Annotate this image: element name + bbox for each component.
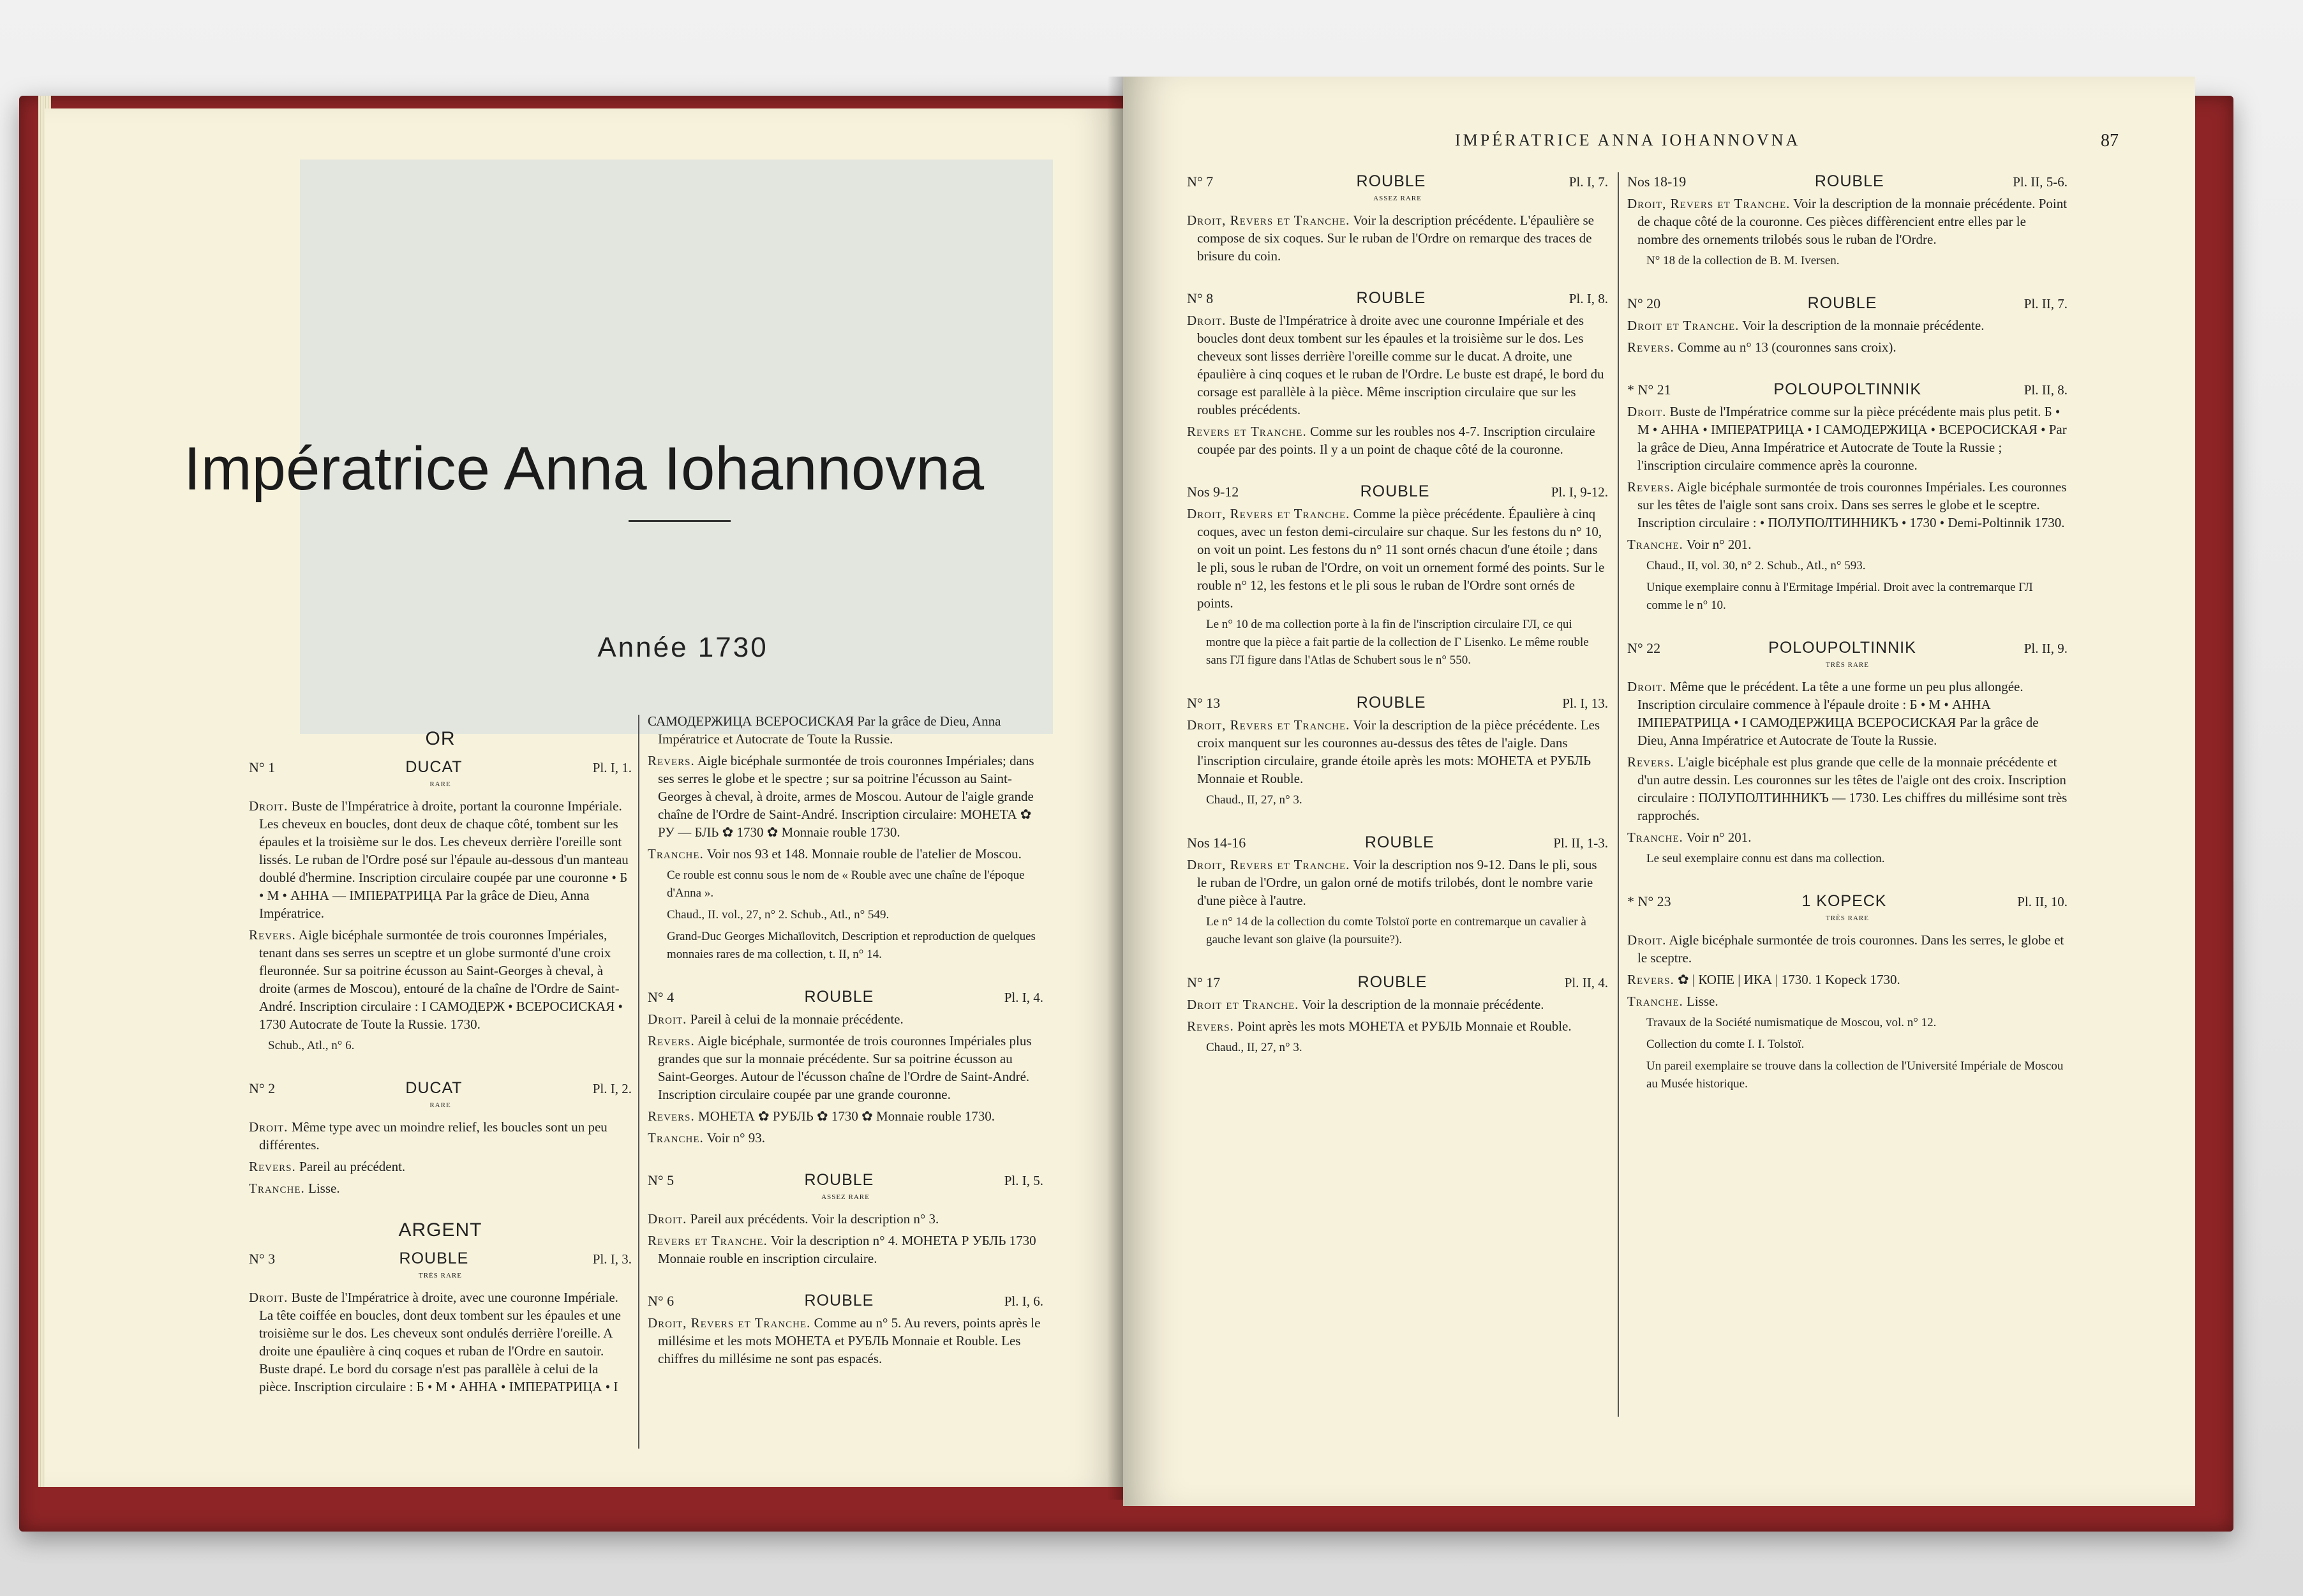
page-title: Impératrice Anna Iohannovna [183, 435, 985, 503]
catalog-entry [1627, 892, 2068, 1093]
citation-note: Chaud., II, 27, n° 3. [1206, 1041, 1302, 1054]
entry-paragraph [1627, 403, 2068, 474]
entry-paragraph [1627, 338, 2068, 356]
denomination: ROUBLE [1356, 694, 1426, 712]
left-page [45, 108, 1123, 1487]
paragraph-label: Tranche. [1627, 830, 1683, 845]
citation-note: Schub., Atl., n° 6. [268, 1039, 355, 1052]
paragraph-label: Droit. [1187, 313, 1226, 328]
entry-header [1187, 172, 1608, 191]
entry-paragraph [249, 1288, 632, 1396]
paragraph-label: Revers. [1627, 339, 1674, 355]
paragraph-text: L'aigle bicéphale est plus grande que celle de la monnaie précédente et d'un autre dessin. Les couronnes sur les têtes de l'aigle ont des croix. Inscription circulaire : ПОЛУПОЛТИННИКЪ — 1730. Les chiffres du millésime sont très rapprochés. [1637, 754, 2068, 823]
denomination: DUCAT [405, 758, 463, 776]
catalog-entry [249, 1249, 632, 1396]
denomination: ROUBLE [804, 1292, 874, 1309]
catalog-entry [648, 1292, 1043, 1368]
entry-header [1627, 639, 2068, 657]
entry-paragraph [648, 752, 1043, 841]
entry-header [1627, 892, 2068, 911]
denomination: 1 KOPECK [1801, 892, 1887, 910]
paragraph-text: Pareil à celui de la monnaie précédente. [690, 1011, 904, 1027]
entry-paragraph [1627, 478, 2068, 532]
entry-header [1627, 294, 2068, 313]
plate-reference: Pl. I, 4. [1004, 990, 1043, 1005]
entry-paragraph [648, 1232, 1043, 1267]
denomination: POLOUPOLTINNIK [1773, 380, 1922, 398]
entry-number: * N° 23 [1627, 893, 1671, 909]
catalog-entry [1627, 294, 2068, 356]
paragraph-text: Aigle bicéphale surmontée de trois couronnes. Dans les serres, le globe et le sceptre. [1637, 932, 2064, 966]
page-number: 87 [2101, 131, 2119, 151]
paragraph-text: Voir la description n° 4. МОНЕТА Р УБЛЬ 1730 Monnaie rouble en inscription circulaire. [658, 1233, 1036, 1266]
left-column-1 [249, 721, 632, 1420]
plate-reference: Pl. II, 10. [2017, 894, 2068, 909]
paragraph-label: Revers. [648, 1033, 695, 1048]
citation-note: Collection du comte I. I. Tolstoï. [1646, 1038, 1805, 1051]
entry-paragraph [1627, 992, 2068, 1010]
entry-paragraph [648, 1314, 1043, 1368]
entry-header [1187, 833, 1608, 852]
catalog-entry [1187, 482, 1608, 669]
title-rule [629, 520, 731, 522]
paragraph-label: Revers. [249, 927, 296, 943]
paragraph-label: Revers. [648, 753, 695, 768]
paragraph-label: Revers. [1187, 1018, 1234, 1034]
entry-paragraph [648, 712, 1043, 748]
denomination: ROUBLE [1807, 294, 1877, 312]
paragraph-text: Même que le précédent. La tête a une forme un peu plus allongée. Inscription circulaire commence à l'épaule droite : Б • М • АННА ІМПЕРАТРИЦА • І САМОДЕРЖИЦА ВСЕРОСИСКАЯ Par la grâce de Dieu, Anna Impératrice et Autocrate de Toute la Russie. [1637, 679, 2039, 748]
entry-number: N° 17 [1187, 974, 1221, 990]
entry-header [1627, 172, 2068, 191]
plate-reference: Pl. I, 9-12. [1551, 484, 1608, 500]
entry-paragraph [1187, 422, 1608, 458]
paragraph-label: Droit, Revers et Tranche. [1187, 506, 1350, 521]
entry-paragraph [249, 926, 632, 1033]
paragraph-text: Comme sur les roubles nos 4-7. Inscription circulaire coupée par des points. Il y a un point de chaque côté de la couronne. [1197, 424, 1595, 457]
paragraph-text: Aigle bicéphale surmontée de trois couronnes Impériales, tenant dans ses serres un sceptre et un globe surmonté d'une croix fleuronnée. Sur sa poitrine écusson au Saint-Georges à cheval, à droite (armes de Moscou), entouré de la chaîne de l'Ordre de Saint-André. Inscription circulaire : І САМОДЕРЖ • ВСЕРОСИСКАЯ • 1730 Autocrate de Toute la Russie. 1730. [259, 927, 623, 1032]
paragraph-text: САМОДЕРЖИЦА ВСЕРОСИСКАЯ Par la grâce de Dieu, Anna Impératrice et Autocrate de Toute la Russie. [648, 713, 1001, 747]
citation-note: Chaud., II, 27, n° 3. [1206, 793, 1302, 807]
entry-paragraph [1627, 535, 2068, 553]
plate-reference: Pl. I, 8. [1569, 291, 1608, 306]
paragraph-label: Droit et Tranche. [1187, 997, 1299, 1012]
paragraph-label: Revers et Tranche. [648, 1233, 768, 1248]
catalog-entry [1187, 833, 1608, 949]
rarity-note: TRÈS RARE [1826, 661, 1869, 669]
catalog-entry [249, 1079, 632, 1197]
citation-note: Ce rouble est connu sous le nom de « Rouble avec une chaîne de l'époque d'Anna ». [667, 869, 1025, 900]
paragraph-text: Buste de l'Impératrice à droite avec une couronne Impériale et des boucles dont deux tombent sur les épaules et la troisième sur le dos. Les cheveux sont lisses derrière l'oreille comme sur le ducat. A droite, une épaulière à cinq coques et le ruban de l'Ordre. Le buste est drapé, le bord du corsage est parallèle à la pièce. Même inscription circulaire que sur les roubles précédents. [1197, 313, 1604, 417]
paragraph-text: Comme au n° 5. Au revers, points après le millésime et les mots МОНЕТА et РУБЛЬ Monnaie et Rouble. Les chiffres du millésime ne sont pas espacés. [658, 1315, 1041, 1366]
entry-paragraph [1627, 753, 2068, 824]
entry-paragraph [1187, 311, 1608, 419]
entry-paragraph [1627, 195, 2068, 248]
rarity-note: ASSEZ RARE [1373, 195, 1422, 202]
denomination: ROUBLE [804, 1171, 874, 1189]
plate-reference: Pl. II, 4. [1564, 975, 1608, 990]
plate-reference: Pl. II, 9. [2024, 641, 2068, 656]
citation-note: Chaud., II, vol. 30, n° 2. Schub., Atl., n° 593. [1646, 559, 1866, 572]
paragraph-text: Voir n° 201. [1686, 830, 1752, 845]
paragraph-label: Revers. [249, 1159, 296, 1174]
paragraph-text: Pareil aux précédents. Voir la description n° 3. [690, 1211, 939, 1227]
paragraph-text: Lisse. [1687, 994, 1718, 1009]
right-column-1 [1187, 172, 1608, 1081]
paragraph-text: Voir la description de la monnaie précédente. Point de chaque côté de la couronne. Ces pièces diffèrencient entre elles par le nombre des ornements trilobés sous le ruban de l'Ordre. [1637, 196, 2068, 247]
entry-paragraph [1187, 211, 1608, 265]
paragraph-text: Lisse. [308, 1181, 340, 1196]
paragraph-text: Voir la description de la pièce précédente. Les croix manquent sur les couronnes au-dessus des têtes de l'aigle. Dans l'inscription circulaire, grande étoile après les mots: МОНЕТА et РУБЛЬ Monnaie et Rouble. [1197, 717, 1600, 786]
paragraph-text: Voir la description de la monnaie précédente. [1302, 997, 1544, 1012]
paragraph-label: Tranche. [249, 1181, 305, 1196]
denomination: ROUBLE [804, 988, 874, 1006]
entry-header [1187, 973, 1608, 992]
entry-paragraph [648, 1032, 1043, 1103]
plate-reference: Pl. I, 3. [592, 1251, 632, 1267]
paragraph-label: Droit et Tranche. [1627, 318, 1740, 333]
entry-paragraph [249, 1179, 632, 1197]
paragraph-label: Droit. [648, 1211, 687, 1227]
plate-reference: Pl. II, 7. [2024, 296, 2068, 311]
entry-number: Nos 9-12 [1187, 484, 1239, 500]
plate-reference: Pl. I, 2. [592, 1081, 632, 1096]
paragraph-text: Aigle bicéphale surmontée de trois couronnes Impériales. Les couronnes sur les têtes de l'aigle sont sans croix. Dans ses serres le globe et le sceptre. Inscription circulaire : • ПОЛУПОЛТИННИКЪ • 1730 • Demi-Poltinnik 1730. [1637, 479, 2067, 530]
entry-number: N° 2 [249, 1080, 276, 1096]
paragraph-text: ✿ | КОПЕ | ИКА | 1730. 1 Kopeck 1730. [1678, 972, 1900, 987]
entry-header [249, 1249, 632, 1268]
entry-paragraph [1627, 317, 2068, 334]
paragraph-label: Droit. [249, 1290, 288, 1305]
denomination: ROUBLE [1360, 482, 1430, 500]
catalog-entry [249, 758, 632, 1055]
entry-number: Nos 14-16 [1187, 835, 1246, 851]
paragraph-label: Revers. [648, 1108, 695, 1124]
entry-number: * N° 21 [1627, 382, 1671, 398]
paragraph-text: Même type avec un moindre relief, les boucles sont un peu différentes. [259, 1119, 607, 1152]
entry-number: N° 1 [249, 759, 276, 775]
entry-header [648, 988, 1043, 1006]
paragraph-text: Aigle bicéphale surmontée de trois couronnes Impériales; dans ses serres le globe et le spectre ; sur sa poitrine l'écusson au Saint-Georges à cheval, à droite, armes de Moscou. Autour de l'aigle grande chaîne de l'Ordre de Saint-André. Inscription circulaire: МОНЕТА ✿ РУ — БЛЬ ✿ 1730 ✿ Monnaie rouble 1730. [658, 753, 1034, 840]
citation-note: Le seul exemplaire connu est dans ma collection. [1646, 852, 1885, 865]
entry-paragraph [648, 845, 1043, 863]
paragraph-text: Comme au n° 13 (couronnes sans croix). [1678, 339, 1897, 355]
entry-paragraph [648, 1210, 1043, 1228]
paragraph-label: Droit, Revers et Tranche. [648, 1315, 811, 1331]
entry-header [648, 1292, 1043, 1310]
citation-note: N° 18 de la collection de B. M. Iversen. [1646, 254, 1840, 267]
denomination: POLOUPOLTINNIK [1768, 639, 1916, 657]
paragraph-label: Droit. [249, 1119, 288, 1135]
right-column-2 [1627, 172, 2068, 1117]
section-heading: OR [425, 728, 456, 749]
paragraph-label: Revers. [1627, 754, 1674, 770]
entry-number: N° 13 [1187, 695, 1221, 711]
plate-reference: Pl. II, 8. [2024, 382, 2068, 398]
entry-number: N° 6 [648, 1293, 675, 1309]
entry-paragraph [648, 1129, 1043, 1147]
paragraph-text: МОНЕТА ✿ РУБЛЬ ✿ 1730 ✿ Monnaie rouble 1730. [698, 1108, 995, 1124]
rarity-note: RARE [429, 1101, 451, 1109]
entry-number: Nos 18-19 [1627, 174, 1687, 190]
left-column-2 [648, 708, 1043, 1392]
paragraph-label: Droit. [1627, 404, 1667, 419]
citation-note: Grand-Duc Georges Michaïlovitch, Description et reproduction de quelques monnaies rares de ma collection, t. II, n° 14. [667, 930, 1036, 961]
entry-number: N° 4 [648, 989, 675, 1005]
year-heading: Année 1730 [597, 632, 768, 663]
entry-paragraph [1187, 505, 1608, 612]
plate-reference: Pl. II, 1-3. [1553, 835, 1608, 851]
entry-paragraph [1187, 996, 1608, 1013]
paragraph-label: Droit, Revers et Tranche. [1627, 196, 1791, 211]
denomination: ROUBLE [1356, 172, 1426, 190]
citation-note: Unique exemplaire connu à l'Ermitage Impérial. Droit avec la contremarque ГЛ comme le n° 10. [1646, 581, 2033, 612]
paragraph-label: Droit, Revers et Tranche. [1187, 717, 1350, 733]
entry-header [249, 758, 632, 777]
plate-reference: Pl. I, 1. [592, 760, 632, 775]
entry-header [249, 1079, 632, 1098]
catalog-entry [1187, 172, 1608, 265]
catalog-entry [648, 988, 1043, 1147]
entry-paragraph [1627, 828, 2068, 846]
plate-reference: Pl. I, 5. [1004, 1173, 1043, 1188]
entry-header [1187, 482, 1608, 501]
paragraph-label: Tranche. [648, 1130, 704, 1145]
denomination: ROUBLE [1364, 833, 1435, 851]
catalog-entry [1627, 639, 2068, 868]
rarity-note: TRÈS RARE [1826, 914, 1869, 922]
plate-reference: Pl. I, 13. [1562, 696, 1608, 711]
citation-note: Travaux de la Société numismatique de Moscou, vol. n° 12. [1646, 1016, 1937, 1029]
paragraph-text: Voir la description précédente. L'épaulière se compose de six coques. Sur le ruban de l'Ordre on remarque des traces de brisure du coin. [1197, 213, 1594, 264]
paragraph-text: Buste de l'Impératrice comme sur la pièce précédente mais plus petit. Б • М • АННА • ІМПЕРАТРИЦА • І САМОДЕРЖИЦА • ВСЕРОСИСКАЯ • Par la grâce de Dieu, Anna Impératrice et Autocrate de Toute la Russie ; l'inscription circulaire commence après la couronne. [1637, 404, 2067, 473]
entry-paragraph [1187, 856, 1608, 909]
rarity-note: RARE [429, 780, 451, 788]
entry-header [1187, 289, 1608, 308]
entry-header [1627, 380, 2068, 399]
entry-number: N° 7 [1187, 174, 1214, 190]
section-heading: ARGENT [398, 1219, 482, 1241]
paragraph-label: Revers et Tranche. [1187, 424, 1307, 439]
entry-paragraph [1187, 1017, 1608, 1035]
catalog-entry [1627, 380, 2068, 615]
paragraph-text: Point après les mots МОНЕТА et РУБЛЬ Monnaie et Rouble. [1237, 1018, 1572, 1034]
paragraph-text: Buste de l'Impératrice à droite, avec une couronne Impériale. La tête coiffée en boucles, dont deux tombent sur les épaules et une troisième sur le dos. Les cheveux sont ondulés derrière l'oreille. A droite une épaulière à cinq coques et ruban de l'Ordre en sautoir. Buste drapé. Le bord du corsage n'est pas parallèle à celui de la pièce. Inscription circulaire : Б • М • АННА • ІМПЕРАТРИЦА • І [259, 1290, 621, 1394]
entry-paragraph [1187, 716, 1608, 787]
plate-reference: Pl. I, 7. [1569, 174, 1608, 190]
paragraph-label: Droit, Revers et Tranche. [1187, 857, 1350, 872]
entry-paragraph [249, 1158, 632, 1175]
entry-continuation [648, 712, 1043, 964]
paragraph-text: Comme la pièce précédente. Épaulière à cinq coques, avec un feston demi-circulaire sur chaque. Sur les festons du n° 10, on voit un point. Les festons du n° 11 sont ornés chacun d'une étoile ; dans le pli, sous le ruban de l'Ordre, on voit un ornement formé des points. Sur le rouble n° 12, les festons et le pli sous le ruban de l'Ordre sont ornés de points. [1197, 506, 1605, 611]
catalog-entry [1187, 694, 1608, 809]
entry-header [648, 1171, 1043, 1190]
denomination: ROUBLE [1814, 172, 1884, 190]
plate-reference: Pl. II, 5-6. [2013, 174, 2068, 190]
paragraph-label: Revers. [1627, 972, 1674, 987]
citation-note: Chaud., II. vol., 27, n° 2. Schub., Atl., n° 549. [667, 908, 890, 921]
paragraph-label: Revers. [1627, 479, 1674, 495]
citation-note: Le n° 10 de ma collection porte à la fin de l'inscription circulaire ГЛ, ce qui montre que la pièce a fait partie de la collection de Г Lisenko. Le même rouble sans ГЛ figure dans l'Atlas de Schubert sous le n° 550. [1206, 618, 1589, 667]
rarity-note: TRÈS RARE [419, 1272, 462, 1279]
running-head: IMPÉRATRICE ANNA IOHANNOVNA [1455, 131, 1801, 149]
paragraph-label: Droit. [1627, 932, 1667, 948]
paragraph-text: Voir la description nos 9-12. Dans le pli, sous le ruban de l'Ordre, un galon orné de motifs trilobés, dont le nombre varie d'une pièce à l'autre. [1197, 857, 1597, 908]
entry-number: N° 20 [1627, 295, 1661, 311]
denomination: ROUBLE [1357, 973, 1427, 991]
paragraph-text: Voir la description de la monnaie précédente. [1742, 318, 1985, 333]
entry-number: N° 5 [648, 1172, 675, 1188]
paragraph-text: Voir nos 93 et 148. Monnaie rouble de l'atelier de Moscou. [706, 846, 1022, 861]
catalog-entry [1627, 172, 2068, 270]
plate-reference: Pl. I, 6. [1004, 1294, 1043, 1309]
entry-paragraph [249, 1118, 632, 1154]
catalog-entry [648, 1171, 1043, 1267]
paragraph-label: Droit. [1627, 679, 1667, 694]
paragraph-label: Droit, Revers et Tranche. [1187, 213, 1350, 228]
entry-paragraph [249, 797, 632, 922]
paragraph-text: Buste de l'Impératrice à droite, portant la couronne Impériale. Les cheveux en boucles, dont deux de chaque côté, tombent sur les épaules et la troisième sur le dos. Les cheveux derrière l'oreille sont lissés. Le ruban de l'Ordre posé sur l'épaule au-dessous d'un manteau doublé d'hermine. Inscription circulaire coupée par une couronne • Б • М • АННА — ІМПЕРАТРИЦА Par la grâce de Dieu, Anna Impératrice. [259, 798, 629, 921]
entry-header [1187, 694, 1608, 712]
entry-number: N° 8 [1187, 290, 1214, 306]
entry-paragraph [1627, 971, 2068, 988]
entry-paragraph [648, 1010, 1043, 1028]
paragraph-text: Aigle bicéphale, surmontée de trois couronnes Impériales plus grandes que sur la monnaie précédente. Sur sa poitrine écusson au Saint-Georges. Autour de l'écusson chaîne de l'Ordre de Saint-André. Inscription circulaire coupée par une grande couronne. [658, 1033, 1032, 1102]
denomination: DUCAT [405, 1079, 463, 1097]
catalog-entry [1187, 973, 1608, 1057]
rarity-note: ASSEZ RARE [821, 1193, 870, 1201]
entry-paragraph [648, 1107, 1043, 1125]
citation-note: Le n° 14 de la collection du comte Tolstoï porte en contremarque un cavalier à gauche levant son glaive (la poursuite?). [1206, 915, 1586, 946]
paragraph-label: Tranche. [1627, 537, 1683, 552]
entry-number: N° 3 [249, 1251, 276, 1267]
entry-paragraph [1627, 931, 2068, 967]
entry-number: N° 22 [1627, 640, 1661, 656]
denomination: ROUBLE [399, 1249, 469, 1267]
right-page [1123, 77, 2195, 1506]
entry-paragraph [1627, 678, 2068, 749]
paragraph-text: Pareil au précédent. [299, 1159, 406, 1174]
column-divider [1618, 172, 1619, 1417]
column-divider [638, 715, 639, 1449]
catalog-entry [1187, 289, 1608, 458]
denomination: ROUBLE [1356, 289, 1426, 307]
paragraph-label: Droit. [249, 798, 288, 814]
citation-note: Un pareil exemplaire se trouve dans la collection de l'Université Impériale de Moscou au Musée historique. [1646, 1059, 2064, 1091]
paragraph-text: Voir n° 93. [706, 1130, 766, 1145]
paragraph-label: Tranche. [1627, 994, 1683, 1009]
paragraph-label: Tranche. [648, 846, 704, 861]
paragraph-text: Voir n° 201. [1686, 537, 1752, 552]
paragraph-label: Droit. [648, 1011, 687, 1027]
